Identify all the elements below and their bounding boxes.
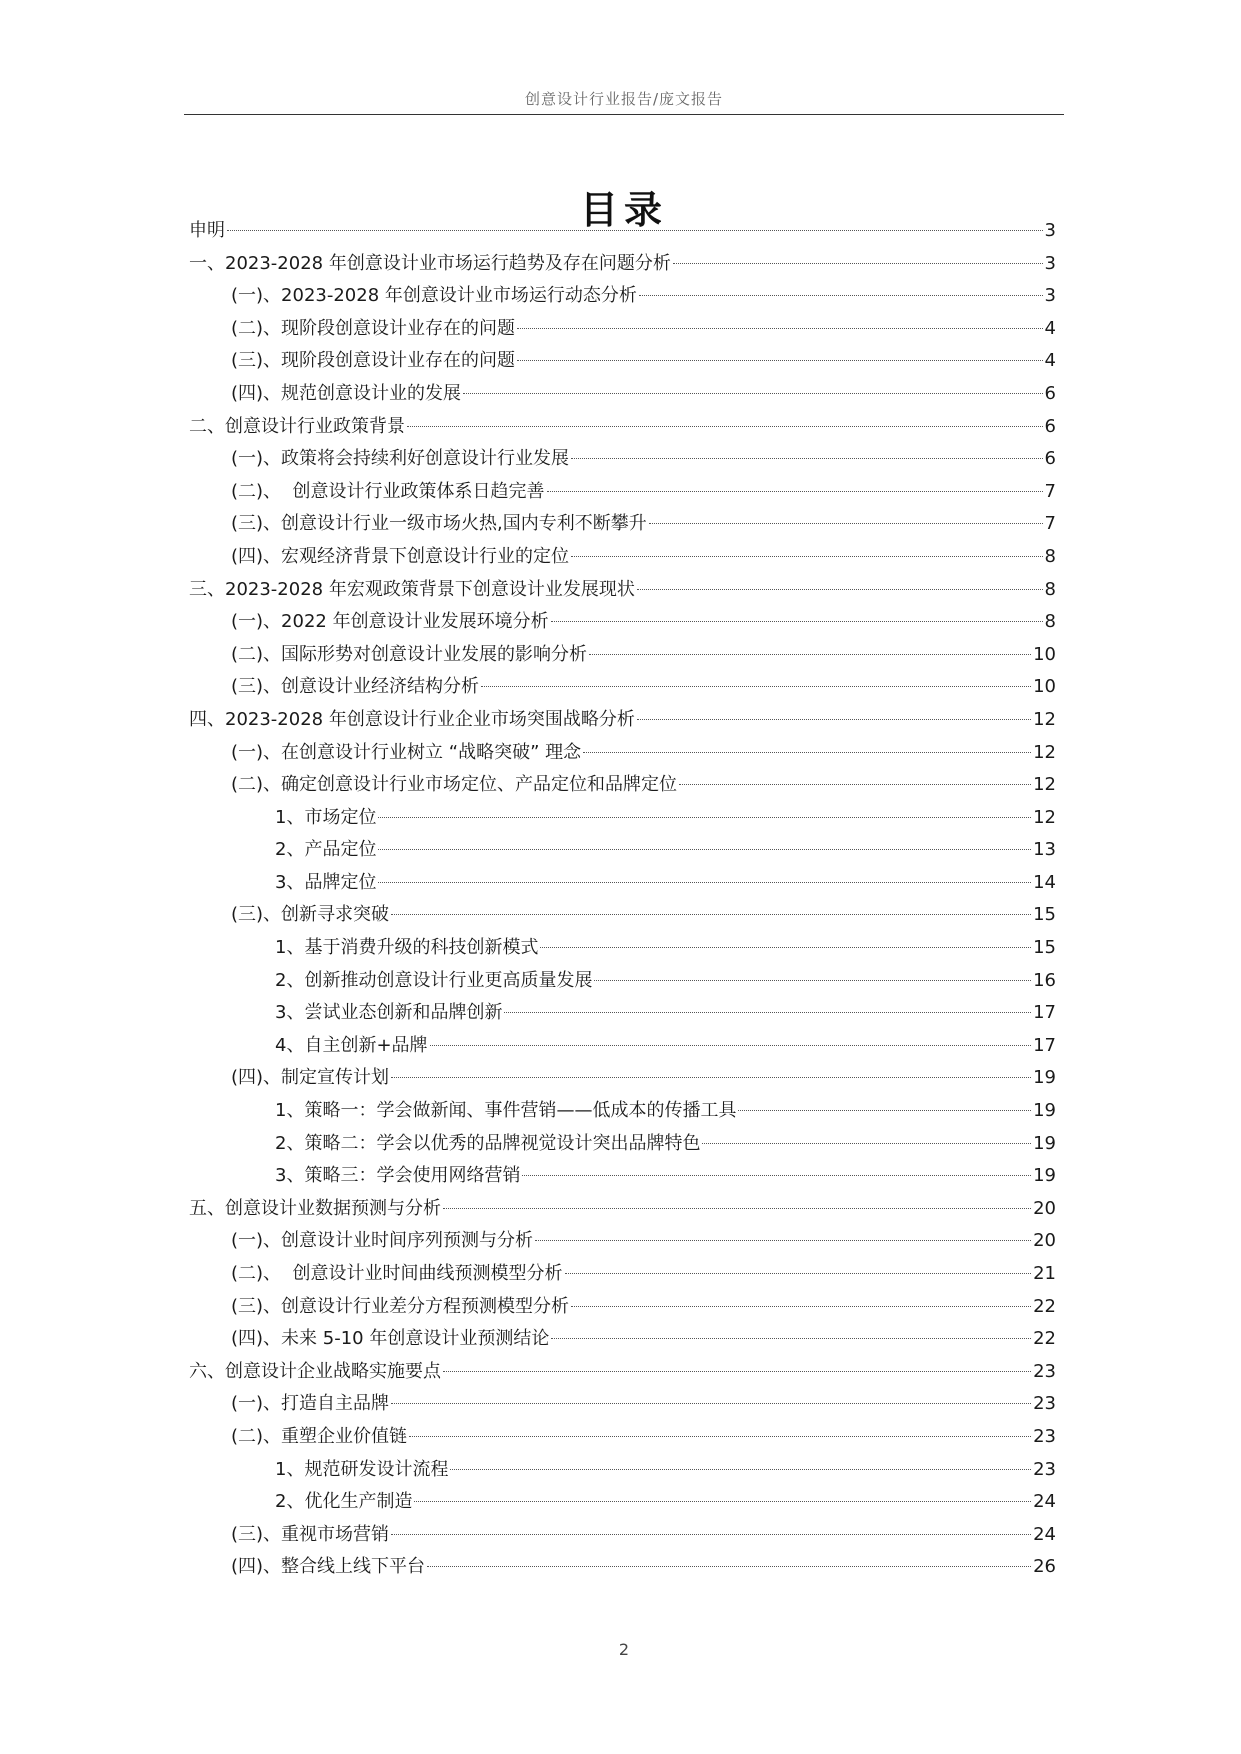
toc-entry-title: 1、规范研发设计流程 (275, 1458, 449, 1480)
toc-dot-leader (540, 947, 1031, 948)
toc-dot-leader (583, 752, 1031, 753)
toc-entry-page: 23 (1033, 1458, 1056, 1480)
toc-entry-page: 10 (1033, 676, 1056, 698)
toc-entry-title: (四)、宏观经济背景下创意设计行业的定位 (231, 545, 570, 567)
toc-entry[interactable] (189, 508, 1056, 541)
toc-entry-page: 26 (1033, 1556, 1056, 1578)
toc-entry[interactable] (189, 1551, 1056, 1584)
toc-dot-leader (673, 263, 1043, 264)
toc-entry-title: 申明 (189, 220, 225, 241)
toc-entry-page: 15 (1033, 904, 1056, 926)
toc-dot-leader (547, 491, 1043, 492)
toc-entry-title: (三)、创意设计业经济结构分析 (231, 676, 480, 698)
toc-entry-page: 23 (1033, 1393, 1056, 1415)
toc-dot-leader (571, 1306, 1031, 1307)
page-title: 目录 (579, 188, 668, 233)
toc-entry[interactable] (189, 1193, 1056, 1226)
toc-entry-page: 15 (1033, 937, 1056, 959)
toc-entry-title: (一)、在创意设计行业树立 “战略突破” 理念 (231, 741, 582, 763)
toc-entry-page: 23 (1033, 1425, 1056, 1447)
toc-entry-page: 6 (1044, 415, 1056, 437)
toc-entry-title: 三、2023-2028 年宏观政策背景下创意设计业发展现状 (189, 578, 635, 600)
toc-dot-leader (443, 1371, 1031, 1372)
toc-entry-title: 3、品牌定位 (275, 871, 377, 893)
toc-entry-page: 13 (1033, 839, 1056, 861)
toc-entry-page: 3 (1044, 220, 1056, 241)
toc-entry[interactable] (189, 280, 1056, 313)
toc-entry[interactable] (189, 965, 1056, 998)
toc-dot-leader (391, 914, 1031, 915)
toc-entry[interactable] (189, 1519, 1056, 1552)
toc-entry-title: (三)、创新寻求突破 (231, 904, 390, 926)
toc-entry-page: 19 (1033, 1132, 1056, 1154)
toc-entry[interactable] (189, 1225, 1056, 1258)
toc-entry-page: 22 (1033, 1295, 1056, 1317)
toc-dot-leader (738, 1110, 1031, 1111)
toc-entry-page: 8 (1044, 578, 1056, 600)
toc-dot-leader (517, 328, 1043, 329)
toc-entry[interactable] (189, 802, 1056, 835)
toc-entry-title: 四、2023-2028 年创意设计行业企业市场突围战略分析 (189, 708, 635, 730)
toc-entry[interactable] (189, 1258, 1056, 1291)
toc-entry-title: 3、尝试业态创新和品牌创新 (275, 1002, 503, 1024)
toc-dot-leader (535, 1240, 1031, 1241)
toc-entry[interactable] (189, 443, 1056, 476)
toc-entry[interactable] (189, 1486, 1056, 1519)
toc-dot-leader (409, 1436, 1031, 1437)
toc-entry[interactable] (189, 769, 1056, 802)
toc-dot-leader (427, 1566, 1031, 1567)
toc-entry-page: 3 (1044, 252, 1056, 274)
toc-entry[interactable] (189, 1454, 1056, 1487)
toc-entry-title: (二)、 创意设计行业政策体系日趋完善 (231, 480, 545, 502)
toc-entry-title: (二)、国际形势对创意设计业发展的影响分析 (231, 643, 588, 665)
toc-entry-page: 7 (1044, 480, 1056, 502)
toc-entry[interactable] (189, 345, 1056, 378)
table-of-contents (189, 215, 1056, 1584)
toc-entry[interactable] (189, 997, 1056, 1030)
toc-entry[interactable] (189, 313, 1056, 346)
toc-entry-page: 6 (1044, 382, 1056, 404)
toc-entry-page: 8 (1044, 611, 1056, 633)
page-number: 2 (618, 1640, 630, 1659)
toc-dot-leader (378, 817, 1031, 818)
toc-entry-title: (三)、创意设计行业一级市场火热,国内专利不断攀升 (231, 513, 647, 535)
toc-entry[interactable] (189, 737, 1056, 770)
toc-entry-page: 17 (1033, 1002, 1056, 1024)
toc-dot-leader (522, 1175, 1031, 1176)
toc-entry[interactable] (189, 1160, 1056, 1193)
toc-entry[interactable] (189, 899, 1056, 932)
toc-entry-page: 19 (1033, 1100, 1056, 1122)
toc-entry-title: 3、策略三：学会使用网络营销 (275, 1165, 521, 1187)
toc-entry[interactable] (189, 1128, 1056, 1161)
toc-entry-page: 4 (1044, 317, 1056, 339)
toc-entry-page: 7 (1044, 513, 1056, 535)
toc-entry-page: 3 (1044, 285, 1056, 307)
toc-entry-page: 6 (1044, 448, 1056, 470)
toc-dot-leader (378, 849, 1031, 850)
toc-entry-title: (一)、政策将会持续利好创意设计行业发展 (231, 448, 570, 470)
toc-entry-title: (四)、制定宣传计划 (231, 1067, 390, 1089)
toc-entry-page: 21 (1033, 1263, 1056, 1284)
toc-entry-page: 20 (1033, 1230, 1056, 1252)
toc-entry[interactable] (189, 215, 1056, 248)
toc-dot-leader (378, 882, 1031, 883)
toc-dot-leader (481, 686, 1031, 687)
toc-dot-leader (571, 458, 1043, 459)
toc-dot-leader (589, 654, 1031, 655)
toc-entry-title: 4、自主创新+品牌 (275, 1034, 428, 1056)
toc-dot-leader (565, 1273, 1032, 1274)
toc-dot-leader (637, 589, 1043, 590)
toc-entry-title: 一、2023-2028 年创意设计业市场运行趋势及存在问题分析 (189, 252, 671, 274)
toc-entry[interactable] (189, 671, 1056, 704)
toc-entry-page: 12 (1033, 774, 1056, 796)
toc-entry[interactable] (189, 411, 1056, 444)
toc-dot-leader (407, 426, 1043, 427)
toc-entry[interactable] (189, 248, 1056, 281)
toc-entry-title: (二)、重塑企业价值链 (231, 1425, 408, 1447)
toc-entry-title: 1、策略一：学会做新闻、事件营销——低成本的传播工具 (275, 1100, 737, 1122)
toc-dot-leader (450, 1469, 1031, 1470)
toc-entry-page: 16 (1033, 969, 1056, 991)
toc-entry[interactable] (189, 1062, 1056, 1095)
toc-entry[interactable] (189, 476, 1056, 509)
toc-entry-page: 12 (1033, 806, 1056, 828)
toc-entry[interactable] (189, 378, 1056, 411)
toc-entry-title: (四)、整合线上线下平台 (231, 1556, 426, 1578)
toc-dot-leader (391, 1534, 1031, 1535)
toc-entry-title: (一)、创意设计业时间序列预测与分析 (231, 1230, 534, 1252)
toc-entry-page: 17 (1033, 1034, 1056, 1056)
toc-dot-leader (504, 1012, 1031, 1013)
toc-entry[interactable] (189, 1388, 1056, 1421)
running-header: 创意设计行业报告/庞文报告 (524, 90, 724, 108)
toc-dot-leader (637, 719, 1031, 720)
toc-dot-leader (594, 980, 1031, 981)
toc-entry[interactable] (189, 932, 1056, 965)
toc-dot-leader (551, 1338, 1031, 1339)
toc-entry-title: 二、创意设计行业政策背景 (189, 415, 405, 437)
toc-entry-title: 2、创新推动创意设计行业更高质量发展 (275, 969, 593, 991)
toc-entry-title: (三)、现阶段创意设计业存在的问题 (231, 350, 516, 372)
toc-entry[interactable] (189, 639, 1056, 672)
toc-dot-leader (517, 360, 1043, 361)
toc-dot-leader (430, 1045, 1032, 1046)
toc-entry-title: (四)、未来 5-10 年创意设计业预测结论 (231, 1328, 550, 1350)
toc-entry-title: (三)、重视市场营销 (231, 1523, 390, 1545)
toc-entry[interactable] (189, 1421, 1056, 1454)
toc-entry-page: 12 (1033, 741, 1056, 763)
toc-entry-title: (一)、2023-2028 年创意设计业市场运行动态分析 (231, 285, 637, 307)
toc-dot-leader (227, 230, 1043, 231)
toc-dot-leader (639, 295, 1043, 296)
toc-entry[interactable] (189, 867, 1056, 900)
toc-entry-title: 六、创意设计企业战略实施要点 (189, 1360, 441, 1382)
toc-entry-page: 24 (1033, 1491, 1056, 1513)
toc-entry-title: (一)、打造自主品牌 (231, 1393, 390, 1415)
toc-entry-title: (二)、 创意设计业时间曲线预测模型分析 (231, 1263, 563, 1284)
toc-entry[interactable] (189, 606, 1056, 639)
toc-entry-title: (一)、2022 年创意设计业发展环境分析 (231, 611, 549, 633)
toc-entry-title: 1、基于消费升级的科技创新模式 (275, 937, 539, 959)
toc-entry[interactable] (189, 574, 1056, 607)
toc-entry-page: 19 (1033, 1165, 1056, 1187)
toc-entry-title: (三)、创意设计行业差分方程预测模型分析 (231, 1295, 570, 1317)
toc-entry-page: 12 (1033, 708, 1056, 730)
toc-entry-page: 4 (1044, 350, 1056, 372)
toc-entry-title: (二)、现阶段创意设计业存在的问题 (231, 317, 516, 339)
toc-dot-leader (551, 621, 1043, 622)
toc-entry[interactable] (189, 1030, 1056, 1063)
toc-entry[interactable] (189, 1356, 1056, 1389)
toc-dot-leader (391, 1403, 1031, 1404)
toc-entry[interactable] (189, 1095, 1056, 1128)
toc-entry-title: (四)、规范创意设计业的发展 (231, 382, 462, 404)
toc-dot-leader (702, 1143, 1031, 1144)
toc-entry[interactable] (189, 1323, 1056, 1356)
toc-dot-leader (391, 1077, 1031, 1078)
toc-dot-leader (571, 556, 1043, 557)
toc-entry-page: 24 (1033, 1523, 1056, 1545)
toc-entry-title: (二)、确定创意设计行业市场定位、产品定位和品牌定位 (231, 774, 678, 796)
toc-entry-title: 1、市场定位 (275, 806, 377, 828)
toc-entry-title: 五、创意设计业数据预测与分析 (189, 1197, 441, 1219)
toc-entry[interactable] (189, 834, 1056, 867)
toc-entry-page: 10 (1033, 643, 1056, 665)
toc-dot-leader (414, 1501, 1031, 1502)
header-rule (184, 114, 1064, 115)
toc-entry-page: 22 (1033, 1328, 1056, 1350)
toc-entry-page: 8 (1044, 545, 1056, 567)
toc-entry[interactable] (189, 541, 1056, 574)
toc-dot-leader (649, 523, 1043, 524)
toc-entry-page: 19 (1033, 1067, 1056, 1089)
toc-entry-title: 2、优化生产制造 (275, 1491, 413, 1513)
toc-entry-page: 20 (1033, 1197, 1056, 1219)
toc-entry-title: 2、策略二：学会以优秀的品牌视觉设计突出品牌特色 (275, 1132, 701, 1154)
toc-entry[interactable] (189, 1291, 1056, 1324)
toc-dot-leader (443, 1208, 1031, 1209)
toc-entry-page: 23 (1033, 1360, 1056, 1382)
toc-dot-leader (679, 784, 1031, 785)
toc-entry[interactable] (189, 704, 1056, 737)
toc-dot-leader (463, 393, 1043, 394)
toc-entry-title: 2、产品定位 (275, 839, 377, 861)
toc-entry-page: 14 (1033, 871, 1056, 893)
